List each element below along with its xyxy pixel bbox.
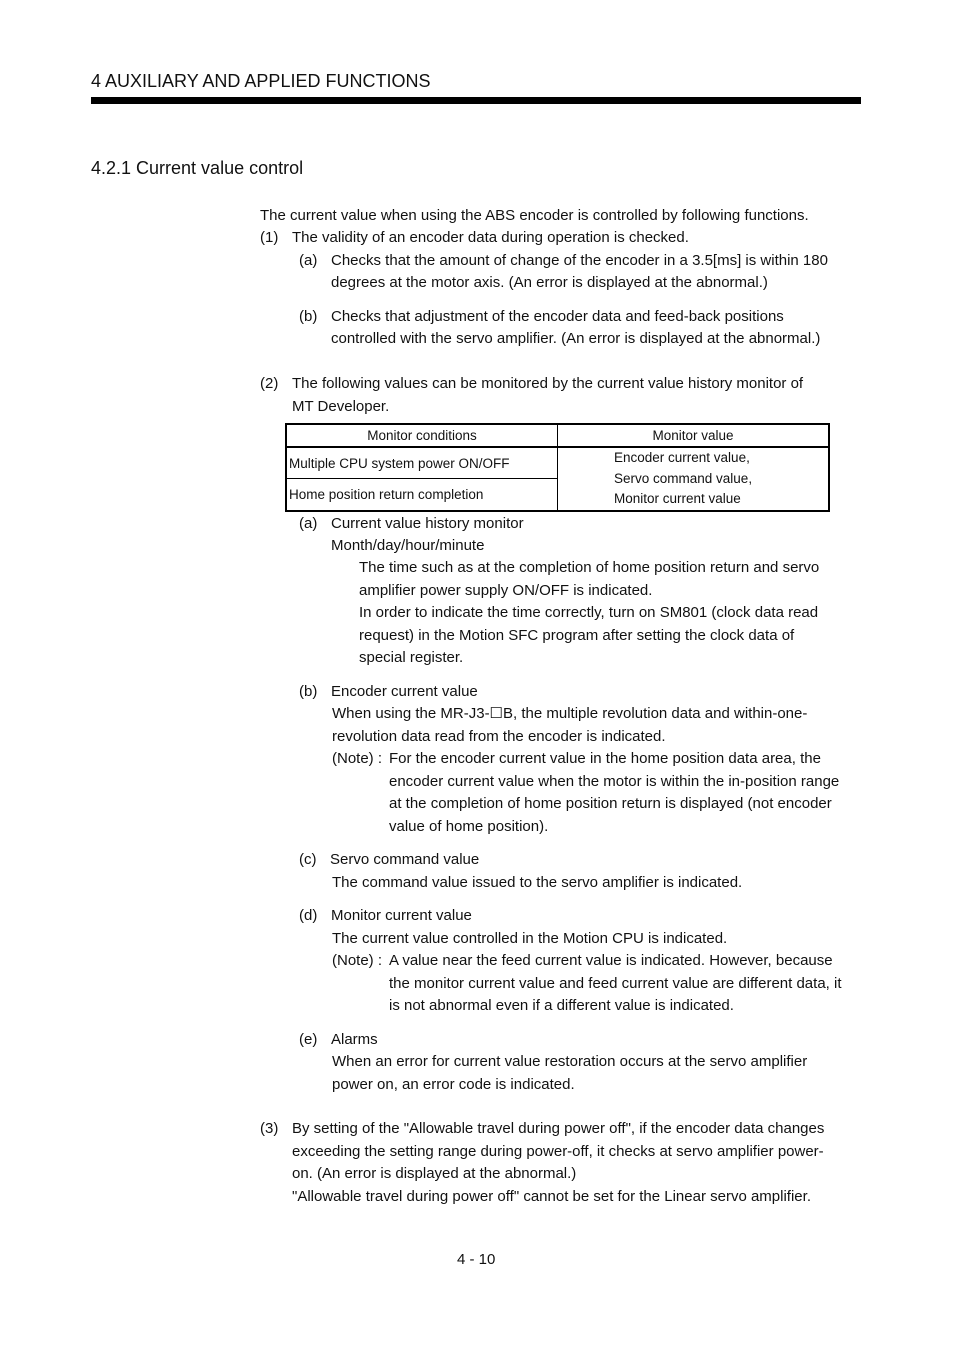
monitor-table <box>285 423 830 512</box>
page-number: 4 - 10 <box>457 1251 496 1268</box>
item-2c-line: The command value issued to the servo amplifier is indicated. <box>332 874 743 891</box>
monitor-value-line: Monitor current value <box>614 491 741 506</box>
table-header-cell: Monitor value <box>558 424 830 447</box>
item-2e-title: Alarms <box>331 1031 378 1048</box>
item-2e-label: (e) <box>299 1031 318 1048</box>
item-2d-title: Monitor current value <box>331 907 472 924</box>
item-2b-title: Encoder current value <box>331 683 478 700</box>
chapter-title: 4 AUXILIARY AND APPLIED FUNCTIONS <box>91 71 431 91</box>
intro-text: The current value when using the ABS encoder is controlled by following functions. <box>260 207 809 224</box>
item-1b-label: (b) <box>299 308 318 325</box>
item-2b-note-line: at the completion of home position return is displayed (not encoder <box>389 795 832 812</box>
item-2a-line: amplifier power supply ON/OFF is indicated. <box>359 582 653 599</box>
item-2d-label: (d) <box>299 907 318 924</box>
item-2a-line: request) in the Motion SFC program after setting the clock data of <box>359 627 795 644</box>
item-3-label: (3) <box>260 1120 279 1137</box>
item-2b-note-line: For the encoder current value in the home position data area, the <box>389 750 821 767</box>
table-header-cell: Monitor conditions <box>286 424 558 447</box>
item-2a-subtitle: Month/day/hour/minute <box>331 537 485 554</box>
chapter-divider <box>91 97 861 104</box>
item-2b-note-line: encoder current value when the motor is within the in-position range <box>389 773 840 790</box>
item-2b-line: revolution data read from the encoder is indicated. <box>332 728 666 745</box>
item-2a-label: (a) <box>299 515 318 532</box>
section-heading: 4.2.1 Current value control <box>91 158 304 178</box>
item-1a-line: Checks that the amount of change of the encoder in a 3.5[ms] is within 180 <box>331 252 828 269</box>
item-2b-note-label: (Note) : <box>332 750 383 767</box>
item-2e-line: power on, an error code is indicated. <box>332 1076 575 1093</box>
table-cell-condition: Home position return completion <box>286 479 558 511</box>
item-2d-line: The current value controlled in the Motion CPU is indicated. <box>332 930 728 947</box>
item-3-line: exceeding the setting range during power-off, it checks at servo amplifier power- <box>292 1143 824 1160</box>
table-header-row <box>286 424 829 447</box>
item-2d-note-label: (Note) : <box>332 952 383 969</box>
item-2a-title: Current value history monitor <box>331 515 524 532</box>
item-2d-note-line: the monitor current value and feed current value are different data, it <box>389 975 842 992</box>
item-2d-note-line: A value near the feed current value is indicated. However, because <box>389 952 833 969</box>
item-1a-label: (a) <box>299 252 318 269</box>
item-2c-label: (c) <box>299 851 317 868</box>
item-2d-note-line: is not abnormal even if a different value is indicated. <box>389 997 734 1014</box>
monitor-value-line: Servo command value, <box>614 470 753 486</box>
item-1-text: The validity of an encoder data during operation is checked. <box>292 229 689 246</box>
item-2a-line: In order to indicate the time correctly, turn on SM801 (clock data read <box>359 604 819 621</box>
item-2a-line: special register. <box>359 649 464 666</box>
table-row <box>286 447 829 479</box>
item-1b-line: Checks that adjustment of the encoder data and feed-back positions <box>331 308 784 325</box>
monitor-value-line: Encoder current value, <box>614 450 750 465</box>
item-1-label: (1) <box>260 229 279 246</box>
item-1a-line: degrees at the motor axis. (An error is displayed at the abnormal.) <box>331 274 768 291</box>
item-2-label: (2) <box>260 375 279 392</box>
item-3-line: "Allowable travel during power off" cannot be set for the Linear servo amplifier. <box>292 1188 811 1205</box>
table-cell-condition: Multiple CPU system power ON/OFF <box>286 447 558 479</box>
item-3-line: By setting of the "Allowable travel during power off", if the encoder data changes <box>292 1120 825 1137</box>
item-1b-line: controlled with the servo amplifier. (An error is displayed at the abnormal.) <box>331 330 821 347</box>
item-2e-line: When an error for current value restoration occurs at the servo amplifier <box>332 1053 808 1070</box>
item-2b-note-line: value of home position). <box>389 818 549 835</box>
item-2b-line: When using the MR-J3-☐B, the multiple revolution data and within-one- <box>332 705 808 722</box>
table-cell-monitor-value <box>558 447 830 511</box>
item-2-line: The following values can be monitored by the current value history monitor of <box>292 375 804 392</box>
item-2c-title: Servo command value <box>330 851 480 868</box>
item-3-line: on. (An error is displayed at the abnormal.) <box>292 1165 577 1182</box>
item-2-line: MT Developer. <box>292 398 390 415</box>
item-2a-line: The time such as at the completion of home position return and servo <box>359 559 820 576</box>
item-2b-label: (b) <box>299 683 318 700</box>
